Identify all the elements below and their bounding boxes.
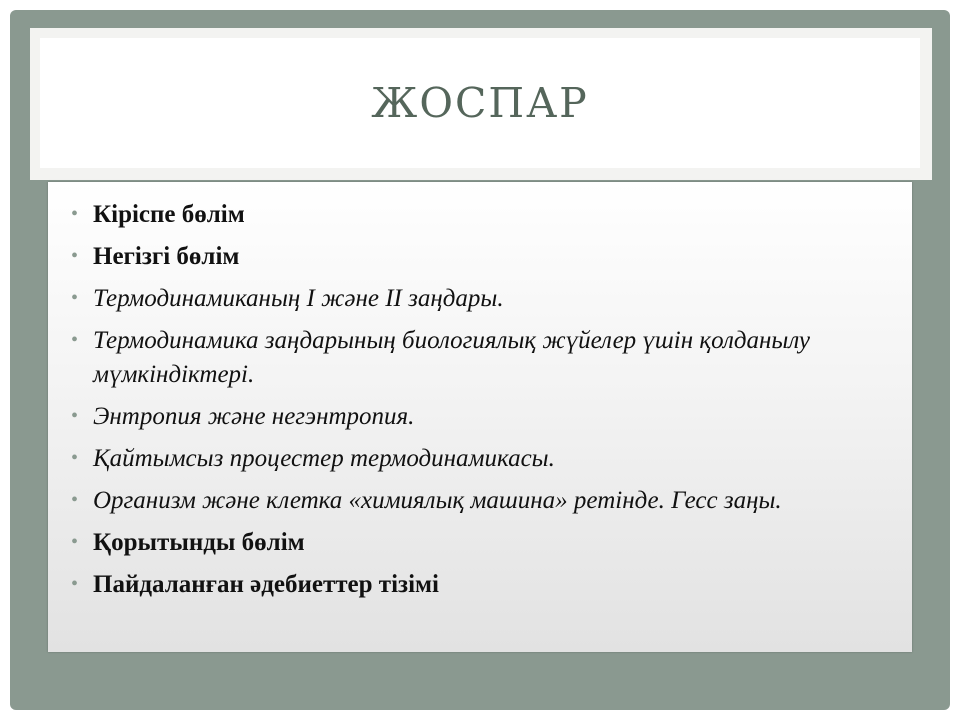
slide	[10, 10, 950, 710]
bullet-icon: •	[71, 405, 79, 427]
list-item-text: Пайдаланған әдебиеттер тізімі	[93, 571, 439, 598]
bullet-icon: •	[71, 489, 79, 511]
list-item	[71, 526, 882, 560]
list-item	[71, 324, 882, 392]
title-box	[40, 38, 920, 168]
bullet-icon: •	[71, 329, 79, 351]
list-item	[71, 240, 882, 274]
list-item	[71, 282, 882, 316]
bullet-list	[48, 182, 912, 602]
bullet-icon: •	[71, 245, 79, 267]
title-band	[30, 28, 932, 180]
bullet-icon: •	[71, 447, 79, 469]
list-item	[71, 442, 882, 476]
content-panel	[48, 182, 912, 652]
list-item-text: Организм және клетка «химиялық машина» ретінде. Гесс заңы.	[93, 487, 782, 514]
list-item-text: Кіріспе бөлім	[93, 201, 245, 228]
bullet-icon: •	[71, 573, 79, 595]
list-item-text: Негізгі бөлім	[93, 243, 240, 270]
bullet-icon: •	[71, 287, 79, 309]
list-item	[71, 484, 882, 518]
list-item	[71, 568, 882, 602]
list-item-text: Энтропия және негэнтропия.	[93, 403, 415, 430]
slide-title: ЖОСПАР	[371, 79, 589, 127]
list-item-text: Қорытынды бөлім	[93, 529, 305, 556]
list-item-text: Қайтымсыз процестер термодинамикасы.	[93, 445, 555, 472]
list-item	[71, 400, 882, 434]
list-item-text: Термодинамика заңдарының биологиялық жүйелер үшін қолданылу мүмкіндіктері.	[93, 327, 811, 388]
bullet-icon: •	[71, 531, 79, 553]
list-item	[71, 198, 882, 232]
list-item-text: Термодинамиканың I және II заңдары.	[93, 285, 504, 312]
bullet-icon: •	[71, 203, 79, 225]
